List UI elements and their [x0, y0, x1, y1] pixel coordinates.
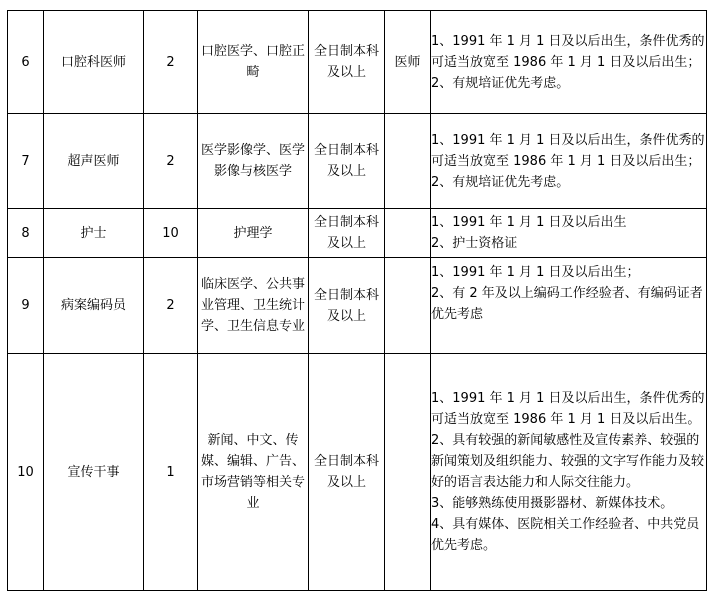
- requirement-line: 2、有规培证优先考虑。: [431, 75, 570, 91]
- professional-title: [385, 354, 431, 591]
- headcount: 2: [144, 11, 198, 114]
- headcount: 2: [144, 114, 198, 209]
- education-requirement: 全日制本科及以上: [309, 209, 385, 258]
- row-number: 10: [8, 354, 44, 591]
- position-name: 超声医师: [44, 114, 144, 209]
- requirement-line: 1、1991 年 1 月 1 日及以后出生: [431, 215, 627, 230]
- table-row: [8, 354, 707, 591]
- requirement-line: 1、1991 年 1 月 1 日及以后出生，条件优秀的可适当放宽至 1986 年 1 月 1 日及以后出生；: [431, 33, 705, 70]
- headcount: 2: [144, 258, 198, 354]
- education-requirement: 全日制本科及以上: [309, 354, 385, 591]
- row-number: 8: [8, 209, 44, 258]
- table-row: [8, 209, 707, 258]
- major-requirement: 新闻、中文、传媒、编辑、广告、市场营销等相关专业: [198, 354, 309, 591]
- major-requirement: 临床医学、公共事业管理、卫生统计学、卫生信息专业: [198, 258, 309, 354]
- other-requirements: [431, 209, 707, 258]
- requirement-line: 1、1991 年 1 月 1 日及以后出生，条件优秀的可适当放宽至 1986 年 1 月 1 日及以后出生；: [431, 132, 705, 169]
- position-name: 病案编码员: [44, 258, 144, 354]
- position-name: 护士: [44, 209, 144, 258]
- other-requirements: [431, 354, 707, 591]
- requirement-line: 4、具有媒体、医院相关工作经验者、中共党员优先考虑。: [431, 517, 700, 553]
- requirement-line: 1、1991 年 1 月 1 日及以后出生，条件优秀的可适当放宽至 1986 年 1 月 1 日及以后出生。: [431, 391, 705, 427]
- major-requirement: 护理学: [198, 209, 309, 258]
- requirement-line: 1、1991 年 1 月 1 日及以后出生；: [431, 265, 640, 280]
- recruitment-table: [7, 10, 707, 591]
- row-number: 6: [8, 11, 44, 114]
- requirement-line: 2、具有较强的新闻敏感性及宣传素养、较强的新闻策划及组织能力、较强的文字写作能力及较好的语言表达能力和人际交往能力。: [431, 433, 705, 490]
- requirement-line: 2、有规培证优先考虑。: [431, 174, 570, 190]
- education-requirement: 全日制本科及以上: [309, 11, 385, 114]
- headcount: 1: [144, 354, 198, 591]
- professional-title: [385, 258, 431, 354]
- education-requirement: 全日制本科及以上: [309, 114, 385, 209]
- table-row: [8, 11, 707, 114]
- position-name: 口腔科医师: [44, 11, 144, 114]
- other-requirements: [431, 11, 707, 114]
- professional-title: [385, 209, 431, 258]
- major-requirement: 医学影像学、医学影像与核医学: [198, 114, 309, 209]
- requirement-line: 2、护士资格证: [431, 236, 518, 251]
- other-requirements: [431, 114, 707, 209]
- professional-title: [385, 114, 431, 209]
- position-name: 宣传干事: [44, 354, 144, 591]
- requirement-line: 3、能够熟练使用摄影器材、新媒体技术。: [431, 496, 674, 511]
- table-row: [8, 258, 707, 354]
- headcount: 10: [144, 209, 198, 258]
- education-requirement: 全日制本科及以上: [309, 258, 385, 354]
- requirement-line: 2、有 2 年及以上编码工作经验者、有编码证者优先考虑: [431, 286, 703, 322]
- row-number: 9: [8, 258, 44, 354]
- major-requirement: 口腔医学、口腔正畸: [198, 11, 309, 114]
- other-requirements: [431, 258, 707, 354]
- table-row: [8, 114, 707, 209]
- row-number: 7: [8, 114, 44, 209]
- professional-title: 医师: [385, 11, 431, 114]
